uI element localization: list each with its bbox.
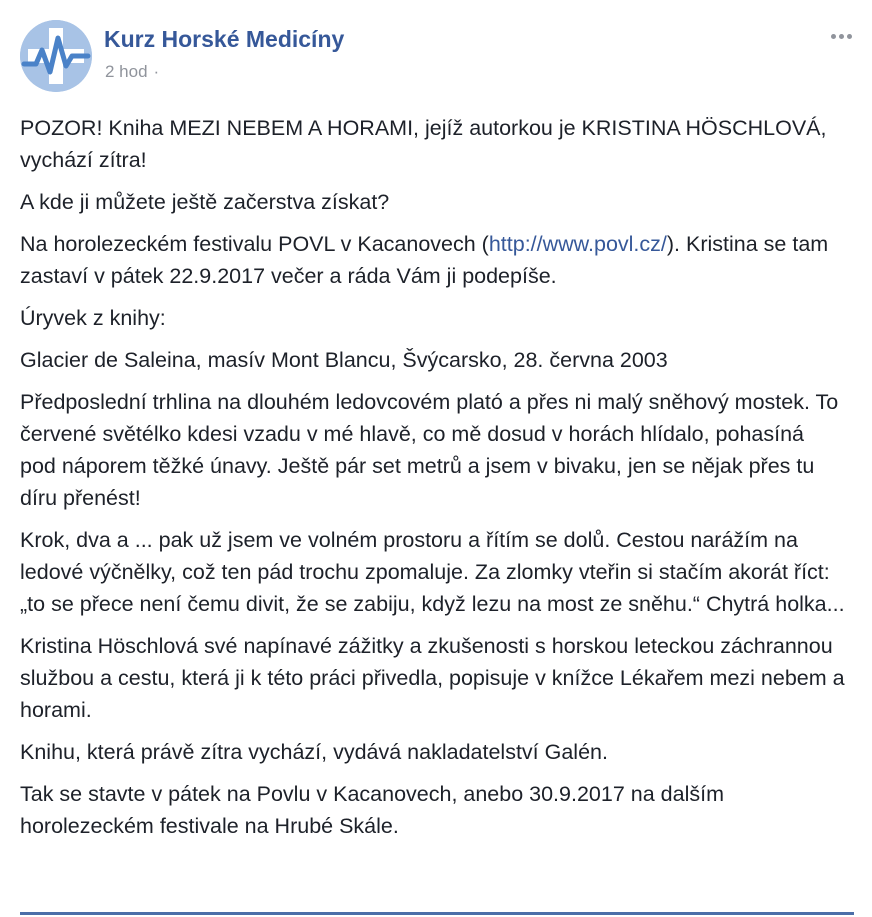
post-paragraph xyxy=(20,228,845,292)
post-divider xyxy=(20,912,854,915)
post-header xyxy=(20,20,850,92)
post-timestamp[interactable]: 2 hod xyxy=(105,62,148,81)
post-paragraph: Tak se stavte v pátek na Povlu v Kacanovech, anebo 30.9.2017 na dalším horolezeckém festivale na Hrubé Skále. xyxy=(20,782,724,838)
povl-link[interactable]: http://www.povl.cz/ xyxy=(488,232,667,256)
post-paragraph: Glacier de Saleina, masív Mont Blancu, Švýcarsko, 28. června 2003 xyxy=(20,348,668,372)
post-paragraph: Předposlední trhlina na dlouhém ledovcovém plató a přes ni malý sněhový mostek. To červené světélko kdesi vzadu v mé hlavě, co mě dosud v horách hlídalo, pohasíná pod náporem těžké únavy. Ještě pár set metrů a jsem v bivaku, jen se nějak přes tu díru přenést! xyxy=(20,390,839,510)
more-dot-icon xyxy=(839,34,844,39)
post-body xyxy=(20,112,845,852)
page-name-link[interactable]: Kurz Horské Medicíny xyxy=(104,26,345,52)
post-paragraph: Krok, dva a ... pak už jsem ve volném prostoru a řítím se dolů. Cestou narážím na ledové výčnělky, což ten pád trochu zpomaluje. Za zlomky vteřin si stačím akorát říct: „to se přece není čemu divit, že se zabiju, když lezu na most ze sněhu.“ Chytrá holka... xyxy=(20,528,845,616)
post-paragraph: A kde ji můžete ještě začerstva získat? xyxy=(20,190,390,214)
post-paragraph: Úryvek z knihy: xyxy=(20,306,166,330)
more-options-button[interactable] xyxy=(824,26,858,46)
post-paragraph: Knihu, která právě zítra vychází, vydává nakladatelství Galén. xyxy=(20,740,608,764)
more-dot-icon xyxy=(847,34,852,39)
paragraph-text: Na horolezeckém festivalu POVL v Kacanovech ( xyxy=(20,232,489,256)
paragraph-text: ). Kristina se tam zastaví v pátek 22.9.2017 večer a ráda Vám ji podepíše. xyxy=(20,232,829,288)
meta-separator: · xyxy=(153,62,160,81)
post-paragraph: Kristina Höschlová své napínavé zážitky a zkušenosti s horskou leteckou záchrannou službou a cestu, která ji k této práci přivedla, popisuje v knížce Lékařem mezi nebem a horami. xyxy=(20,634,845,722)
more-dot-icon xyxy=(831,34,836,39)
post-meta xyxy=(105,62,159,82)
post-paragraph: POZOR! Kniha MEZI NEBEM A HORAMI, jejíž autorkou je KRISTINA HÖSCHLOVÁ, vychází zítra! xyxy=(20,116,827,172)
avatar[interactable] xyxy=(20,20,92,92)
mountain-heartbeat-cross-icon xyxy=(20,20,92,92)
